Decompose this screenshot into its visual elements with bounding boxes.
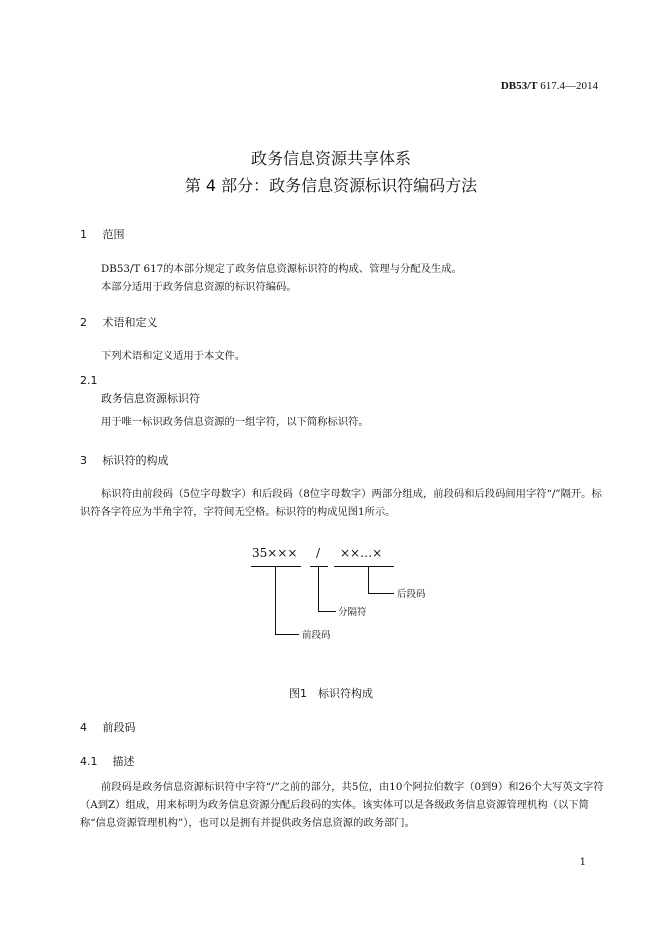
- suffix-underline: [334, 566, 394, 567]
- term-number: 2.1: [80, 374, 98, 387]
- section-title: 标识符的构成: [102, 454, 169, 467]
- paragraph: 前段码是政务信息资源标识符中字符“/”之前的部分，共5位，由10个阿拉伯数字（0到9）和26个大写英文字符（A到Z）组成，用来标明为政务信息资源分配后段码的实体。该实体可以是各级政务信息资源管理机构（以下简称“信息资源管理机构”），也可以是拥有并提供政务信息资源的政务部门。: [80, 781, 604, 829]
- suffix-connector: [368, 593, 394, 594]
- section-1-body: [80, 260, 600, 296]
- separator-char: /: [316, 546, 321, 560]
- page-number: 1: [579, 857, 586, 868]
- prefix-connector: [275, 566, 276, 635]
- suffix-connector: [368, 566, 369, 594]
- prefix-underline: [251, 566, 301, 567]
- section-number: 2: [80, 316, 87, 329]
- section-3-heading: [80, 452, 169, 468]
- section-number: 1: [80, 228, 87, 241]
- standard-number: [501, 80, 598, 92]
- section-4-1-body: [80, 778, 605, 832]
- term-definition: [80, 413, 600, 431]
- section-2-heading: [80, 314, 158, 330]
- paragraph: DB53/T 617的本部分规定了政务信息资源标识符的构成、管理与分配及生成。: [101, 263, 462, 275]
- prefix-connector: [275, 634, 299, 635]
- paragraph: 本部分适用于政务信息资源的标识符编码。: [101, 281, 297, 293]
- paragraph: 用于唯一标识政务信息资源的一组字符，以下简称标识符。: [101, 416, 369, 428]
- section-number: 4: [80, 721, 87, 734]
- paragraph: 下列术语和定义适用于本文件。: [101, 350, 246, 362]
- figure-caption: 图1 标识符构成: [289, 687, 373, 700]
- section-2-body: [80, 347, 600, 365]
- section-1-heading: [80, 226, 125, 242]
- separator-connector: [318, 566, 319, 612]
- section-4-heading: [80, 719, 136, 735]
- section-3-body: [80, 485, 605, 521]
- paragraph: 标识符由前段码（5位字母数字）和后段码（8位字母数字）两部分组成，前段码和后段码间用字符“/”隔开。标识符各字符应为半角字符，字符间无空格。标识符的构成见图1所示。: [80, 488, 602, 518]
- section-title: 描述: [112, 755, 135, 768]
- prefix-code: 35×××: [252, 546, 298, 560]
- section-title: 前段码: [102, 721, 136, 734]
- suffix-code: ××…×: [340, 546, 383, 560]
- document-subtitle: 第 4 部分：政务信息资源标识符编码方法: [184, 176, 478, 195]
- section-title: 范围: [102, 228, 125, 241]
- term-name: 政务信息资源标识符: [101, 392, 200, 405]
- section-number: 3: [80, 454, 87, 467]
- section-title: 术语和定义: [102, 316, 158, 329]
- prefix-label: 前段码: [302, 630, 331, 641]
- document-title: 政务信息资源共享体系: [250, 149, 411, 168]
- section-4-1-heading: [80, 753, 135, 769]
- separator-label: 分隔符: [338, 607, 367, 618]
- standard-year: 617.4—2014: [540, 80, 598, 92]
- standard-code: DB53/T: [500, 80, 538, 92]
- separator-underline: [310, 566, 328, 567]
- suffix-label: 后段码: [397, 589, 426, 600]
- separator-connector: [318, 611, 336, 612]
- section-number: 4.1: [80, 755, 98, 768]
